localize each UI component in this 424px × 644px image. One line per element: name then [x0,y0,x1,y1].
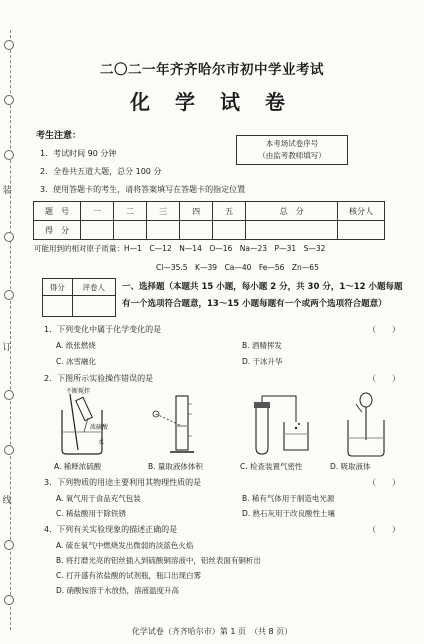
option: D. 干冰升华 [242,357,283,366]
binding-dot [4,290,14,300]
option: A. 氧气用于食品充气包装 [56,494,141,503]
figure-measure-liquid [150,392,220,458]
option: A. 稀释浓硫酸 [54,462,102,471]
binding-dot [4,150,14,160]
option: A. 硫在氧气中燃烧发出微弱的淡蓝色火焰 [56,541,194,550]
score-cell: 得 分 [34,221,81,240]
exam-subtitle: 化 学 试 卷 [130,90,294,114]
option: C. 冰雪融化 [56,357,97,366]
score-cell: 总 分 [246,202,338,221]
option: C. 打开盛有浓盐酸的试剂瓶，瓶口出现白雾 [56,571,202,580]
score-blank[interactable] [147,221,180,240]
binding-char-xian: 线 [2,496,12,506]
notice-item: 1．考试时间 90 分钟 [40,149,117,158]
answer-parens[interactable]: （ ） [368,325,400,334]
answer-parens[interactable]: （ ） [368,478,400,487]
score-blank[interactable] [338,221,385,240]
score-blank[interactable] [246,221,338,240]
score-cell: 四 [180,202,213,221]
grader-score-label: 得分 [43,279,73,296]
option: D. 熟石灰用于改良酸性土壤 [242,509,336,518]
figure-dropper [336,390,396,460]
question-stem: 2．下图所示实验操作错误的是 [44,374,154,383]
figure-label-water: 水 [98,439,105,446]
score-cell: 一 [81,202,114,221]
option: B. 将打磨光亮的铝丝插入到硫酸铜溶液中，铝丝表面有铜析出 [56,556,261,565]
notice-heading: 考生注意： [36,131,82,141]
score-blank[interactable] [213,221,246,240]
seat-box-line1: 本考场试卷序号 [265,139,319,148]
binding-char-zhuang: 装 [2,186,12,196]
atomic-masses-line1: 可能用到的相对原子质量：H—1 C—12 N—14 O—16 Na—23 P—31 S—32 [34,244,326,253]
figure-label-stir: 不断搅拌 [66,388,91,395]
option: A. 纸张燃烧 [56,341,96,350]
option: D. 硝酸铵溶于水放热，溶液温度升高 [56,586,180,595]
binding-dot [4,390,14,400]
notice-item: 3．使用答题卡的考生，请将答案填写在答题卡的指定位置 [40,185,246,194]
option: B. 稀有气体用于制造电光源 [242,494,335,503]
page-footer: 化学试卷（齐齐哈尔市）第 1 页 （共 8 页） [131,627,293,636]
seat-box-line2: （由监考教师填写） [258,151,326,160]
figure-airtight-check [236,392,316,458]
score-blank[interactable] [81,221,114,240]
exam-title: 二〇二一年齐齐哈尔市初中学业考试 [100,62,324,78]
grader-score-blank[interactable] [43,296,73,317]
question-stem: 3．下列物质的用途主要利用其物理性质的是 [44,478,202,487]
score-table-header-row [34,202,385,221]
score-cell: 二 [114,202,147,221]
question-stem: 4．下列有关实验现象的描述正确的是 [44,525,178,534]
binding-dot [4,445,14,455]
atomic-masses-line2: Cl—35.5 K—39 Ca—40 Fe—56 Zn—65 [156,263,319,272]
section-one-title: 一、选择题（本题共 15 小题，每小题 2 分，共 30 分，1～12 小题每题 [122,282,403,292]
score-blank[interactable] [114,221,147,240]
option: C. 稀盐酸用于除铁锈 [56,509,127,518]
score-cell: 核分人 [338,202,385,221]
question-stem: 1．下列变化中属于化学变化的是 [44,325,162,334]
option: D. 吸取液体 [330,462,371,471]
score-cell: 题 号 [34,202,81,221]
score-table [33,201,385,240]
binding-dot [4,40,14,50]
option: C. 检查装置气密性 [240,462,303,471]
binding-dot [4,232,14,242]
binding-dot [4,595,14,605]
binding-char-ding: 订 [2,343,12,353]
notice-item: 2．全卷共五道大题，总分 100 分 [40,167,162,176]
answer-parens[interactable]: （ ） [368,374,400,383]
option: B. 量取液体体积 [148,462,203,471]
seat-number-box [236,135,348,165]
answer-parens[interactable]: （ ） [368,525,400,534]
grader-name-label: 评卷人 [72,279,115,296]
binding-dot [4,540,14,550]
score-cell: 五 [213,202,246,221]
score-table-score-row [34,221,385,240]
score-blank[interactable] [180,221,213,240]
option: B. 酒精挥发 [242,341,282,350]
grader-name-blank[interactable] [72,296,115,317]
figure-label-acid: 浓硫酸 [90,424,109,431]
score-cell: 三 [147,202,180,221]
grader-table [42,278,116,317]
section-one-note: 有一个选项符合题意，13～15 小题每题有一个或两个选项符合题意） [122,299,387,309]
